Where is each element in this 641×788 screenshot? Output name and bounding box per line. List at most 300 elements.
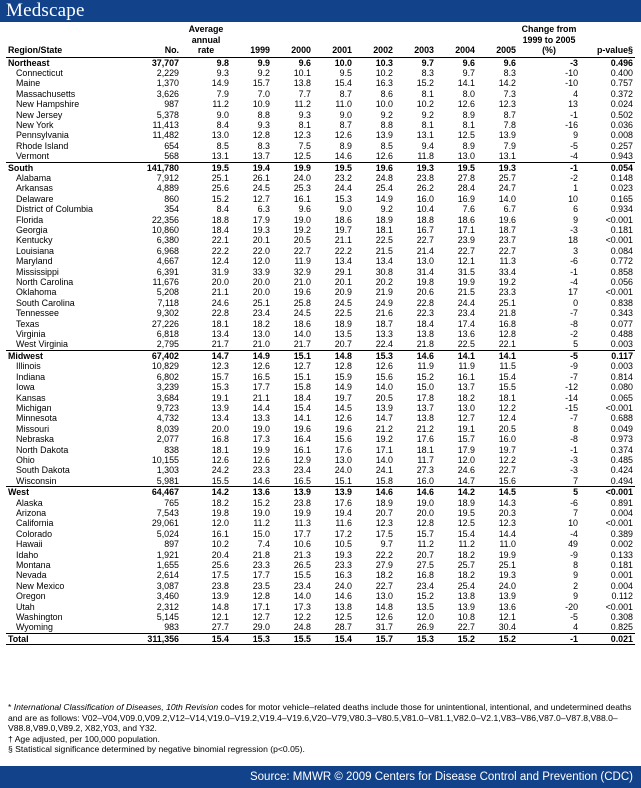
- cell: 13.6: [231, 487, 272, 498]
- cell: 9.2: [421, 109, 434, 120]
- row-label: Connecticut: [16, 67, 63, 78]
- cell: 18.1: [416, 444, 434, 455]
- state-row: [6, 89, 635, 99]
- cell: -9: [570, 361, 578, 372]
- state-row: [6, 581, 635, 591]
- cell: 0.943: [610, 151, 633, 162]
- cell: 13.8: [416, 413, 434, 424]
- cell: 0.825: [610, 622, 633, 633]
- cell: 19.3: [477, 162, 518, 173]
- cell: 18.9: [375, 497, 393, 508]
- cell: 18.9: [334, 318, 352, 329]
- state-row: [6, 612, 635, 622]
- cell: 2,312: [156, 601, 179, 612]
- cell: 15.8: [375, 475, 393, 486]
- cell: 14.9: [231, 350, 272, 361]
- cell: 7,543: [156, 507, 179, 518]
- cell: 37,707: [151, 57, 179, 68]
- cell: 14.0: [293, 329, 311, 340]
- cell: 21.9: [375, 287, 393, 298]
- cell: 9: [573, 214, 578, 225]
- cell: 10.2: [211, 539, 229, 550]
- row-label: Alaska: [16, 497, 43, 508]
- cell: 22.2: [375, 549, 393, 560]
- cell: 25.1: [498, 560, 516, 570]
- cell: 1,303: [156, 465, 179, 476]
- state-row: [6, 215, 635, 225]
- cell: 23.2: [334, 172, 352, 183]
- cell: 19.3: [395, 162, 436, 173]
- cell: 17.6: [416, 434, 434, 445]
- cell: 0.494: [610, 475, 633, 486]
- cell: 15.9: [334, 371, 352, 382]
- cell: 27.8: [457, 172, 475, 183]
- cell: 16.7: [416, 225, 434, 235]
- row-label: New Hampshire: [16, 99, 80, 110]
- cell: 15.2: [416, 591, 434, 602]
- cell: 0.133: [610, 549, 633, 560]
- cell: 20.0: [416, 507, 434, 518]
- cell: -6: [570, 497, 578, 508]
- cell: 11.2: [417, 539, 434, 550]
- cell: 11.2: [458, 539, 475, 550]
- cell: 12.8: [252, 591, 270, 602]
- row-label: Arizona: [16, 507, 47, 518]
- cell: 24.2: [211, 465, 229, 476]
- cell: 17.6: [334, 497, 352, 508]
- cell: 33.4: [498, 266, 516, 277]
- cell: 0.080: [610, 382, 633, 393]
- cell: 0.021: [580, 633, 635, 644]
- cell: 0.934: [610, 204, 633, 215]
- cell: 19.4: [231, 162, 272, 173]
- source-text: Source: MMWR © 2009 Centers for Disease Control and Prevention (CDC): [249, 771, 633, 783]
- cell: 12.8: [334, 361, 352, 372]
- cell: 24.4: [334, 183, 352, 194]
- cell: -2: [570, 172, 578, 183]
- cell: 18: [568, 235, 578, 246]
- cell: 12.0: [416, 612, 434, 623]
- cell: 11.5: [499, 361, 516, 372]
- cell: 13.1: [416, 130, 434, 141]
- cell: 12.4: [498, 413, 516, 424]
- cell: -14: [565, 392, 578, 403]
- cell: 23.8: [211, 580, 229, 591]
- cell: 13.8: [334, 601, 352, 612]
- cell: 9,723: [156, 402, 179, 413]
- cell: 0.372: [610, 88, 633, 99]
- cell: 25.1: [498, 297, 516, 308]
- cell: 12.6: [457, 99, 475, 110]
- cell: 13.3: [252, 413, 270, 424]
- col-2005: 2005: [477, 24, 518, 57]
- cell: 9.3: [216, 67, 229, 78]
- row-label: Pennsylvania: [16, 130, 69, 141]
- cell: 18.1: [211, 444, 229, 455]
- footnote-icd: * International Classification of Diseases, 10th Revision codes for motor vehicle–related deaths include those for unintentional, intentional, and undetermined deaths and are as follows: V02–V04,V09.0,V09.2,V12–V14,V19.0–V19.2,V19.4–V19.6,V20–V79,V80.3–V80.5,V81.0–V81.1,V82.0–V2.1,V83–V86,V87.0–V87.8,V88.0–V88.8,V89.0,V89.2, X82,Y03, and Y32.: [8, 702, 632, 734]
- row-label: Montana: [16, 560, 51, 570]
- footnotes: [8, 702, 636, 755]
- cell: 20.0: [211, 423, 229, 434]
- cell: 8.5: [380, 140, 393, 151]
- cell: 7.4: [257, 539, 270, 550]
- cell: 1,921: [156, 549, 179, 560]
- cell: 11.0: [335, 99, 352, 110]
- cell: -1: [518, 162, 580, 173]
- cell: 19.9: [252, 444, 270, 455]
- row-label: Ohio: [16, 454, 35, 465]
- cell: 14.1: [436, 350, 477, 361]
- cell: 0.001: [610, 570, 633, 581]
- cell: 20.7: [334, 339, 352, 350]
- cell: 0.165: [610, 193, 633, 204]
- cell: 8.5: [216, 140, 229, 151]
- cell: 11.3: [499, 256, 516, 267]
- cell: 24.8: [375, 172, 393, 183]
- cell: 23.4: [293, 580, 311, 591]
- cell: 49: [568, 539, 578, 550]
- cell: 13.9: [272, 487, 313, 498]
- cell: 22.1: [211, 235, 229, 246]
- row-label: Missouri: [16, 423, 50, 434]
- cell: 29.1: [334, 266, 352, 277]
- cell: 13.0: [375, 591, 393, 602]
- cell: 0.389: [610, 528, 633, 539]
- cell: 12.7: [457, 413, 475, 424]
- cell: 12.0: [457, 454, 475, 465]
- cell: 30.8: [375, 266, 393, 277]
- cell: 14.7: [181, 350, 231, 361]
- state-row: [6, 130, 635, 140]
- row-label: Illinois: [16, 361, 41, 372]
- cell: 16.5: [293, 475, 311, 486]
- cell: 11.6: [335, 518, 352, 529]
- col-avg: Average annual rate: [181, 24, 231, 57]
- cell: 13.8: [416, 329, 434, 340]
- cell: 20.3: [498, 507, 516, 518]
- cell: 22.2: [211, 245, 229, 256]
- cell: 12.5: [457, 518, 475, 529]
- cell: 18.2: [252, 318, 270, 329]
- cell: 30.4: [498, 622, 516, 633]
- row-label: Arkansas: [16, 183, 53, 194]
- cell: 11.8: [417, 151, 434, 162]
- cell: 9.2: [257, 67, 270, 78]
- cell: 0.688: [610, 413, 633, 424]
- cell: 13.8: [293, 78, 311, 89]
- cell: 19.2: [293, 225, 311, 235]
- cell: 10: [568, 518, 578, 529]
- cell: 0.024: [610, 99, 633, 110]
- cell: 7.6: [462, 204, 475, 215]
- state-row: [6, 267, 635, 277]
- cell: 16.8: [498, 318, 516, 329]
- cell: 18.7: [375, 318, 393, 329]
- cell: 8.0: [462, 88, 475, 99]
- cell: 15.3: [354, 350, 395, 361]
- cell: 24.0: [334, 580, 352, 591]
- cell: 11.3: [294, 518, 311, 529]
- cell: 22.5: [457, 339, 475, 350]
- cell: 7.0: [257, 88, 270, 99]
- cell: 0.004: [610, 507, 633, 518]
- state-row: [6, 539, 635, 549]
- cell: 15.1: [272, 350, 313, 361]
- cell: 10.3: [375, 57, 393, 68]
- cell: 15.4: [457, 528, 475, 539]
- row-label: Massachusetts: [16, 88, 76, 99]
- cell: 16.8: [211, 434, 229, 445]
- cell: 20.0: [211, 277, 229, 288]
- col-2002: 2002: [354, 24, 395, 57]
- cell: 15.2: [252, 497, 270, 508]
- cell: 12.4: [211, 256, 229, 267]
- cell: 25.4: [375, 183, 393, 194]
- cell: 8.1: [421, 119, 434, 130]
- cell: 25.7: [498, 172, 516, 183]
- cell: 22.1: [498, 339, 516, 350]
- cell: 18.2: [457, 392, 475, 403]
- cell: 24.9: [375, 297, 393, 308]
- cell: 13.7: [457, 382, 475, 393]
- cell: 0.065: [610, 392, 633, 403]
- cell: 12.8: [498, 329, 516, 340]
- cell: 2: [573, 580, 578, 591]
- cell: 13.5: [334, 329, 352, 340]
- col-change: Change from 1999 to 2005 (%): [518, 24, 580, 57]
- cell: 14.0: [498, 193, 516, 204]
- state-row: [6, 424, 635, 434]
- cell: 9: [573, 591, 578, 602]
- cell: 21.7: [211, 339, 229, 350]
- cell: 13: [568, 99, 578, 110]
- cell: 15.3: [395, 633, 436, 644]
- cell: 21.3: [293, 549, 311, 560]
- cell: 22.7: [375, 580, 393, 591]
- row-label: Kentucky: [16, 235, 53, 246]
- cell: 5,208: [156, 287, 179, 298]
- cell: 25.6: [211, 560, 229, 570]
- cell: 26.1: [252, 172, 270, 183]
- cell: 18.8: [211, 214, 229, 225]
- state-row: [6, 120, 635, 130]
- row-label: Iowa: [16, 382, 35, 393]
- cell: 1,370: [156, 78, 179, 89]
- cell: 19.3: [334, 549, 352, 560]
- state-row: [6, 99, 635, 109]
- cell: 12.0: [211, 518, 229, 529]
- cell: 13.1: [211, 151, 229, 162]
- cell: 13.5: [416, 601, 434, 612]
- cell: 4,732: [156, 413, 179, 424]
- cell: 25.8: [293, 297, 311, 308]
- cell: 2,229: [156, 67, 179, 78]
- cell: 21.2: [375, 423, 393, 434]
- cell: -5: [570, 140, 578, 151]
- cell: 24.0: [334, 465, 352, 476]
- cell: 19.1: [457, 423, 475, 434]
- cell: 0.343: [610, 308, 633, 319]
- cell: 12.6: [334, 413, 352, 424]
- cell: 11,676: [152, 277, 179, 288]
- cell: 15.5: [293, 570, 311, 581]
- cell: 15.8: [293, 382, 311, 393]
- cell: 15.7: [416, 528, 434, 539]
- cell: 13.0: [252, 329, 270, 340]
- cell: 11.2: [253, 518, 270, 529]
- cell: 311,356: [134, 633, 181, 644]
- cell: 22.7: [293, 245, 311, 256]
- cell: 7: [573, 475, 578, 486]
- cell: 21.8: [498, 308, 516, 319]
- cell: 8.3: [503, 67, 516, 78]
- cell: 21.0: [293, 277, 311, 288]
- cell: 21.0: [252, 339, 270, 350]
- cell: 24.6: [457, 465, 475, 476]
- state-row: [6, 445, 635, 455]
- cell: 0.112: [611, 591, 633, 602]
- state-row: [6, 560, 635, 570]
- cell: 141,780: [134, 162, 181, 173]
- cell: 0.757: [610, 78, 633, 89]
- cell: 14.1: [293, 413, 311, 424]
- cell: 13.4: [211, 329, 229, 340]
- state-row: [6, 434, 635, 444]
- cell: 18.4: [211, 225, 229, 235]
- cell: 24.1: [375, 465, 393, 476]
- cell: 21.6: [375, 308, 393, 319]
- cell: 12.0: [252, 256, 270, 267]
- row-label: Indiana: [16, 371, 46, 382]
- cell: 0.374: [610, 444, 633, 455]
- cell: 13.6: [457, 329, 475, 340]
- cell: 23.9: [457, 235, 475, 246]
- cell: 15.4: [313, 633, 354, 644]
- cell: 9.6: [298, 57, 311, 68]
- cell: 8.8: [257, 109, 270, 120]
- cell: 15.3: [334, 193, 352, 204]
- cell: 21.5: [375, 245, 393, 256]
- cell: 14.8: [375, 601, 393, 612]
- cell: 19.6: [293, 287, 311, 298]
- cell: 14.6: [395, 487, 436, 498]
- cell: 25.1: [211, 172, 229, 183]
- row-label: Midwest: [6, 350, 134, 361]
- cell: 0.181: [610, 560, 633, 570]
- cell: 18.6: [293, 318, 311, 329]
- cell: 13.8: [457, 591, 475, 602]
- cell: 15.6: [334, 434, 352, 445]
- cell: 28.4: [457, 183, 475, 194]
- cell: 3,626: [156, 88, 179, 99]
- cell: 9.5: [339, 67, 352, 78]
- cell: 17.7: [293, 528, 311, 539]
- cell: 3,239: [156, 382, 179, 393]
- cell: 8.9: [339, 140, 352, 151]
- cell: 11.2: [212, 99, 229, 110]
- cell: 22.7: [457, 622, 475, 633]
- cell: 9.9: [257, 57, 270, 68]
- cell: 14.6: [395, 350, 436, 361]
- cell: 25.6: [211, 183, 229, 194]
- cell: 3,684: [156, 392, 179, 403]
- cell: 14.8: [211, 601, 229, 612]
- cell: 16.0: [416, 193, 434, 204]
- row-label: Michigan: [16, 402, 52, 413]
- cell: 15.7: [211, 371, 229, 382]
- cell: 64,467: [134, 487, 181, 498]
- cell: 6,380: [156, 235, 179, 246]
- cell: 19.5: [436, 162, 477, 173]
- cell: 15.4: [181, 633, 231, 644]
- cell: 9.2: [380, 204, 393, 215]
- cell: 9.7: [380, 539, 393, 550]
- cell: -5: [570, 612, 578, 623]
- cell: 14.2: [181, 487, 231, 498]
- cell: 5,378: [156, 109, 179, 120]
- cell: 7.3: [503, 88, 516, 99]
- cell: 12.2: [293, 612, 311, 623]
- cell: 14.1: [477, 350, 518, 361]
- cell: 13.9: [211, 402, 229, 413]
- state-row: [6, 194, 635, 204]
- cell: 12.5: [293, 151, 311, 162]
- cell: 2,795: [156, 339, 179, 350]
- cell: 0.084: [610, 245, 633, 256]
- cell: <0.001: [605, 235, 633, 246]
- state-row: [6, 403, 635, 413]
- cell: 12.3: [375, 518, 393, 529]
- cell: 14.4: [252, 402, 270, 413]
- cell: 14.5: [477, 487, 518, 498]
- cell: 13.0: [457, 402, 475, 413]
- cell: 14.2: [498, 78, 516, 89]
- cell: 19.7: [334, 392, 352, 403]
- cell: 20.9: [334, 287, 352, 298]
- cell: 16.1: [293, 444, 311, 455]
- cell: 19.0: [252, 507, 270, 518]
- cell: 0.056: [610, 277, 633, 288]
- state-row: [6, 591, 635, 601]
- cell: 12.6: [252, 454, 270, 465]
- cell: 13.7: [416, 402, 434, 413]
- cell: 5,145: [156, 612, 179, 623]
- cell: 12.6: [334, 130, 352, 141]
- cell: -7: [570, 413, 578, 424]
- cell: 17.6: [334, 444, 352, 455]
- cell: 10.5: [334, 539, 352, 550]
- cell: 22.7: [498, 465, 516, 476]
- cell: 17.7: [252, 382, 270, 393]
- cell: 22.8: [416, 297, 434, 308]
- cell: 14.0: [375, 454, 393, 465]
- region-row: [6, 350, 635, 361]
- row-label: North Dakota: [16, 444, 69, 455]
- cell: 3: [573, 245, 578, 256]
- cell: 12.3: [293, 130, 311, 141]
- cell: 20.7: [416, 549, 434, 560]
- cell: 24.6: [211, 297, 229, 308]
- cell: 4,889: [156, 183, 179, 194]
- cell: 20.5: [375, 392, 393, 403]
- cell: 0.891: [610, 497, 633, 508]
- cell: 15.6: [498, 475, 516, 486]
- footnote-icd-text: codes for motor vehicle–related deaths include those for unintentional, intentional, and undetermined deaths and are as follows: V02–V04,V09.0,V09.2,V12–V14,V19.0–V19.2,V19.4–V19.6,V20–V79,V80.3–V80.5,V81.0–V81.1,V82.0–V2.1,V83–V86,V87.0–V87.8,V88.0–V88.8,V89.0,V89.2, X82,Y03, and Y32.: [8, 702, 632, 734]
- cell: 4: [573, 88, 578, 99]
- cell: 21.2: [416, 423, 434, 434]
- cell: 4,667: [156, 256, 179, 267]
- cell: <0.001: [605, 287, 633, 298]
